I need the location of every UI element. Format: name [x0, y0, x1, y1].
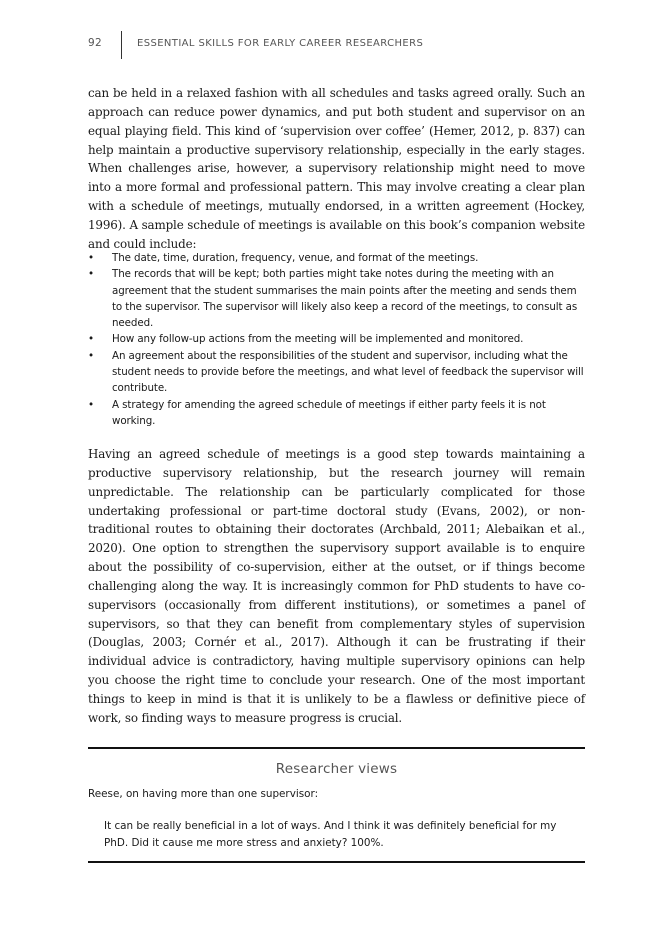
researcher-quote: It can be really beneficial in a lot of ways. And I think it was definitely beneficial for my PhD. Did it cause me more stress and anxiety? 100%. — [104, 820, 557, 849]
bullet-icon: • — [88, 333, 94, 346]
list-item — [88, 266, 585, 331]
list-item — [88, 397, 585, 430]
researcher-views-intro: Reese, on having more than one supervisor: — [88, 788, 319, 800]
box-top-rule — [88, 747, 585, 749]
running-title: ESSENTIAL SKILLS FOR EARLY CAREER RESEARCHERS — [137, 38, 424, 49]
header-divider — [121, 31, 122, 59]
list-item — [88, 331, 585, 347]
bullet-icon: • — [88, 398, 94, 411]
bullet-icon: • — [88, 268, 94, 281]
list-item-text: A strategy for amending the agreed schedule of meetings if either party feels it is not working. — [112, 398, 546, 427]
bullet-icon: • — [88, 349, 94, 362]
body-paragraph-1: can be held in a relaxed fashion with all schedules and tasks agreed orally. Such an approach can reduce power dynamics, and put both student and supervisor on an equal playing field. This kind of ‘supervision over coffee’ (Hemer, 2012, p. 837) can help maintain a productive supervisory relationship, especially in the early stages. When challenges arise, however, a supervisory relationship might need to move into a more formal and professional pattern. This may involve creating a clear plan with a schedule of meetings, mutually endorsed, in a written agreement (Hockey, 1996). A sample schedule of meetings is available on this book’s companion website and could include: — [88, 86, 585, 251]
list-item-text: The date, time, duration, frequency, venue, and format of the meetings. — [112, 252, 479, 264]
body-paragraph-2: Having an agreed schedule of meetings is a good step towards maintaining a productive supervisory relationship, but the research journey will remain unpredictable. The relationship can be particularly complicated for those undertaking professional or part-time doctoral study (Evans, 2002), or non-traditional routes to obtaining their doctorates (Archbald, 2011; Alebaikan et al., 2020). One option to strengthen the supervisory support available is to enquire about the possibility of co-supervision, either at the outset, or if things become challenging along the way. It is increasingly common for PhD students to have co-supervisors (occasionally from different institutions), or sometimes a panel of supervisors, so that they can benefit from complementary styles of supervision (Douglas, 2003; Cornér et al., 2017). Although it can be frustrating if their individual advice is contradictory, having multiple supervisory opinions can help you choose the right time to conclude your research. One of the most important things to keep in mind is that it is unlikely to be a flawless or definitive piece of work, so finding ways to measure progress is crucial. — [88, 447, 585, 725]
list-item — [88, 348, 585, 397]
page-number: 92 — [88, 37, 102, 49]
researcher-views-title: Researcher views — [275, 761, 398, 777]
list-item — [88, 250, 585, 266]
bullet-list — [88, 250, 585, 429]
list-item-text: The records that will be kept; both parties might take notes during the meeting with an agreement that the student summarises the main points after the meeting and sends them to the supervisor. The supervisor will likely also keep a record of the meetings, to consult as needed. — [112, 268, 578, 330]
bullet-icon: • — [88, 252, 94, 264]
page-header — [0, 0, 650, 70]
list-item-text: How any follow-up actions from the meeting will be implemented and monitored. — [112, 333, 524, 346]
list-item-text: An agreement about the responsibilities of the student and supervisor, including what the student needs to provide before the meetings, and what level of feedback the supervisor will contribute. — [112, 349, 584, 395]
box-bottom-rule — [88, 861, 585, 863]
